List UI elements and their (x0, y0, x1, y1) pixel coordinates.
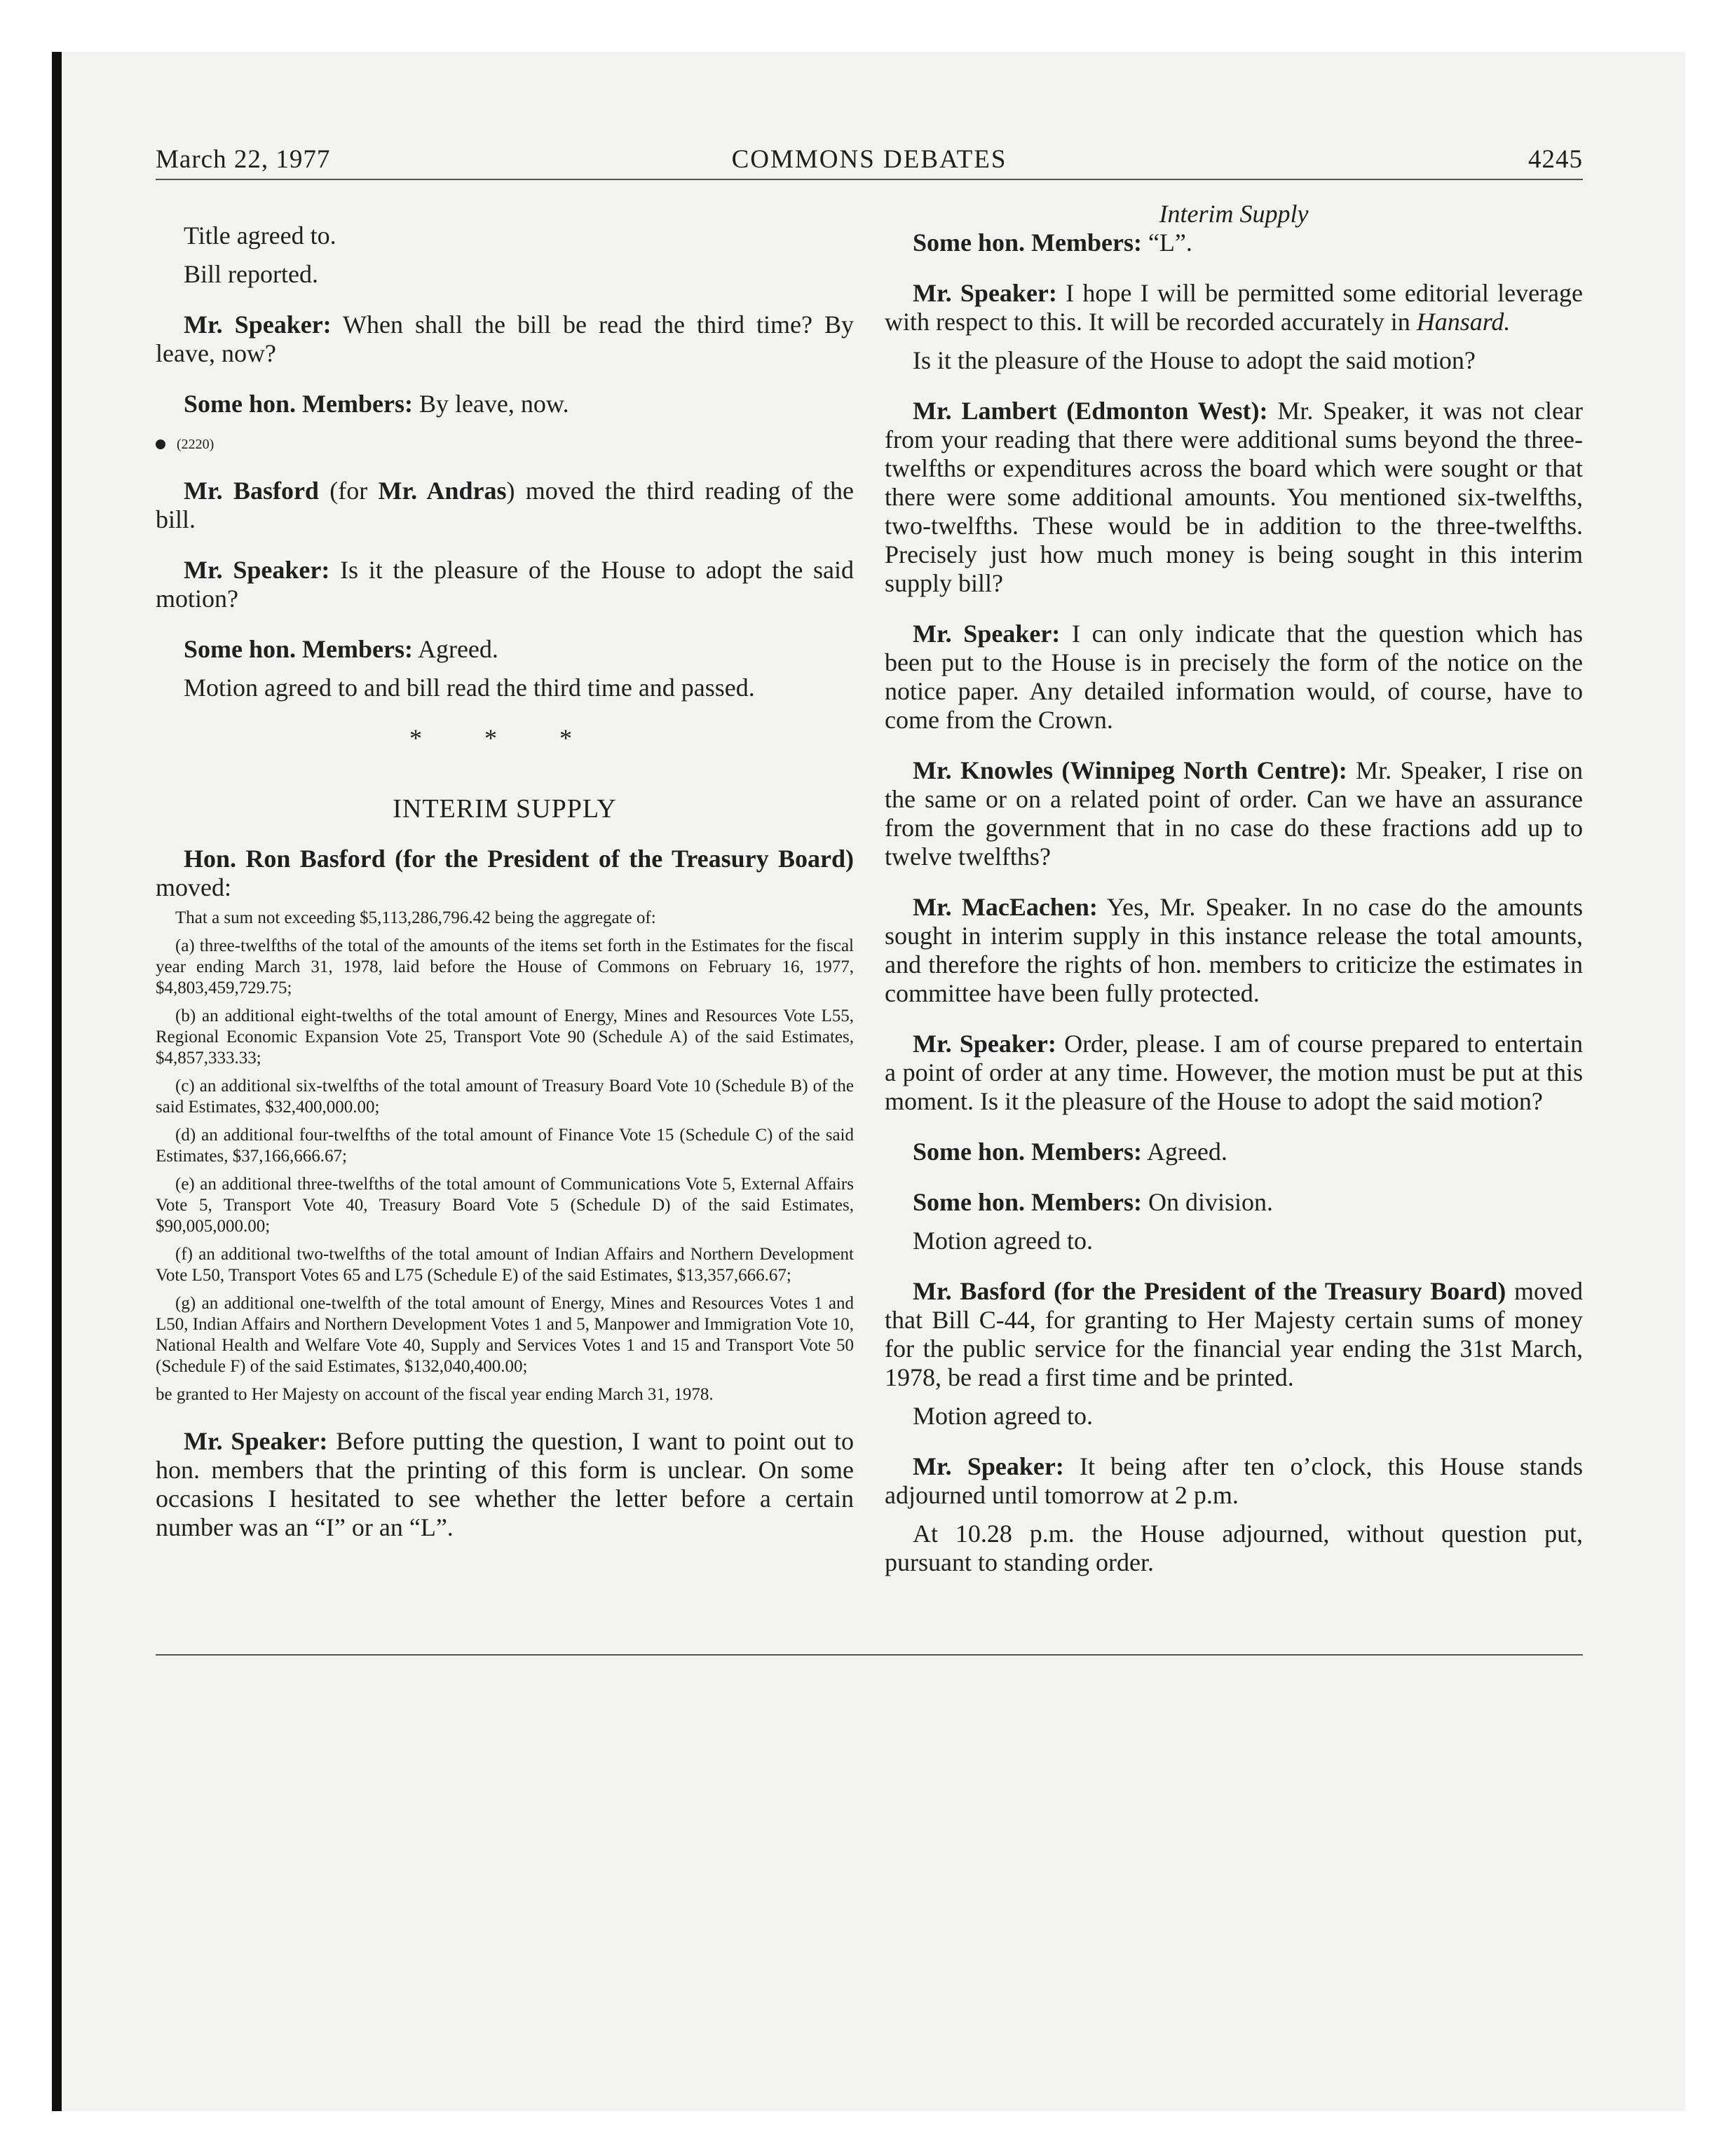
speech (885, 893, 1583, 1008)
paragraph (156, 674, 854, 702)
speech-text: Yes, Mr. Speaker. In no case do the amounts sought in interim supply in this instance release the total amounts, and therefore the rights of hon. members to criticize the estimates in committee have been fully protected. (885, 893, 1583, 1007)
right-column (885, 200, 1583, 1577)
speaker-name: Mr. Speaker: (913, 620, 1061, 648)
section-separator: * * * (409, 724, 600, 752)
speech (156, 390, 854, 418)
speaker-name: Mr. MacEachen: (913, 893, 1098, 921)
speaker-name: Mr. Knowles (Winnipeg North Centre): (913, 756, 1347, 784)
speech-text: When shall the bill be read the third time? By leave, now? (156, 311, 855, 367)
speech-text: “L”. (1141, 228, 1192, 257)
speech-text: On division. (1141, 1188, 1273, 1216)
speech-text: Mr. Speaker, I rise on the same or on a related point of order. Can we have an assurance from the government that in no case do these fractions add up to twelve twelfths? (885, 756, 1583, 871)
paragraph-text: Motion agreed to and bill read the third time and passed. (184, 674, 755, 702)
speech (885, 1030, 1583, 1116)
time-marker-text: (2220) (177, 437, 215, 452)
paragraph-text: Title agreed to. (184, 221, 336, 250)
speech (156, 477, 854, 534)
speaker-name: Mr. Basford (for the President of the Treasury Board) (913, 1277, 1506, 1305)
speaker-name: Mr. Speaker: (913, 1452, 1064, 1480)
speech-text: Order, please. I am of course prepared to entertain a point of order at any time. However, the motion must be put at this moment. Is it the pleasure of the House to adopt the said motion? (885, 1030, 1584, 1115)
speaker-name: Mr. Speaker: (913, 279, 1057, 307)
motion-line: (a) three-twelfths of the total of the amounts of the items set forth in the Estimates for the fiscal year ending March 31, 1978, laid before the House of Commons on February 16, 1977, $4,803,459,729.75; (156, 936, 854, 997)
speaker-name: Some hon. Members: (184, 390, 413, 418)
motion-line: (e) an additional three-twelfths of the total amount of Communications Vote 5, External Affairs Vote 5, Transport Vote 40, Treasury Board Vote 5 (Schedule D) of the said Estimates, $90,005,000.00; (156, 1175, 854, 1236)
motion-line: (d) an additional four-twelfths of the total amount of Finance Vote 15 (Schedule C) of the said Estimates, $37,166,666.67; (156, 1126, 854, 1166)
speech-text: (for (318, 477, 379, 505)
speech (156, 311, 854, 368)
speaker-name: Some hon. Members: (913, 1138, 1142, 1166)
motion-line: (b) an additional eight-twelths of the total amount of Energy, Mines and Resources Vote L55, Regional Economic Expansion Vote 25, Transport Vote 90 (Schedule A) of the said Estimates, $4,857,333.33; (156, 1007, 854, 1067)
speech-text: By leave, now. (412, 390, 569, 418)
paragraph-text: At 10.28 p.m. the House adjourned, without question put, pursuant to standing order. (885, 1520, 1583, 1576)
speech-text: It being after ten o’clock, this House stands adjourned until tomorrow at 2 p.m. (885, 1452, 1583, 1509)
speaker-name: Some hon. Members: (913, 228, 1142, 257)
speaker-name: Mr. Speaker: (184, 311, 332, 339)
bullet-icon (156, 439, 165, 449)
motion-heading (156, 845, 854, 902)
speech (885, 1138, 1583, 1166)
motion-line: be granted to Her Majesty on account of the fiscal year ending March 31, 1978. (156, 1385, 714, 1404)
paragraph (885, 1227, 1583, 1255)
section-running-title: Interim Supply (1159, 200, 1309, 228)
speaker-name: Mr. Speaker: (184, 1427, 328, 1455)
speech-text-italic: Hansard. (1416, 308, 1511, 336)
speech-text: Is it the pleasure of the House to adopt the said motion? (156, 556, 855, 613)
speaker-name: Mr. Andras (378, 477, 507, 505)
motion-line: (c) an additional six-twelfths of the total amount of Treasury Board Vote 10 (Schedule B) of the said Estimates, $32,400,000.00; (156, 1077, 854, 1117)
paragraph-text: Bill reported. (184, 260, 318, 288)
paragraph-text: Motion agreed to. (913, 1227, 1093, 1255)
speech-text: Agreed. (1141, 1138, 1227, 1166)
speech-text: ) moved the third reading of the bill. (156, 477, 855, 533)
speaker-name: Mr. Basford (184, 477, 319, 505)
speech (885, 620, 1583, 735)
footer-rule (156, 1654, 1583, 1656)
speaker-name: Mr. Speaker: (184, 556, 330, 584)
running-head (156, 144, 1583, 181)
motion-line: (f) an additional two-twelfths of the total amount of Indian Affairs and Northern Development Vote L50, Transport Votes 65 and L75 (Schedule E) of the said Estimates, $13,357,666.67; (156, 1245, 854, 1285)
speaker-name: Mr. Lambert (Edmonton West): (913, 397, 1268, 425)
header-journal-title: COMMONS DEBATES (731, 145, 1007, 174)
paragraph (885, 1520, 1583, 1577)
scan-edge-shadow (52, 52, 62, 2111)
speech-text: Agreed. (412, 635, 498, 663)
paragraph (156, 221, 854, 250)
left-column (156, 200, 854, 1542)
speaker-name: Some hon. Members: (913, 1188, 1142, 1216)
paragraph-text: Is it the pleasure of the House to adopt the said motion? (913, 346, 1476, 374)
speech (156, 1427, 854, 1542)
speech (156, 635, 854, 664)
header-page-number: 4245 (1528, 145, 1583, 174)
speech (885, 1277, 1583, 1392)
paragraph (885, 1402, 1583, 1431)
speech-text: Before putting the question, I want to point out to hon. members that the printing of this form is unclear. On some occasions I hesitated to see whether the letter before a certain number was an “I” or an “L”. (156, 1427, 855, 1541)
speaker-name: Some hon. Members: (184, 635, 413, 663)
time-marker (156, 434, 854, 455)
speech (885, 279, 1583, 336)
speech (885, 228, 1583, 257)
motion-line: That a sum not exceeding $5,113,286,796.42 being the aggregate of: (175, 908, 656, 927)
speech-text: I can only indicate that the question which has been put to the House is in precisely the form of the notice on the notice paper. Any detailed information would, of course, have to come from the Crown. (885, 620, 1583, 734)
paragraph (885, 346, 1583, 375)
speech-text: I hope I will be permitted some editorial leverage with respect to this. It will be recorded accurately in (885, 279, 1583, 336)
paragraph (156, 260, 854, 289)
speech-text: moved that Bill C-44, for granting to Her Majesty certain sums of money for the public service for the financial year ending the 31st March, 1978, be read a first time and be printed. (885, 1277, 1583, 1391)
header-date: March 22, 1977 (156, 145, 331, 174)
speech-text: Mr. Speaker, it was not clear from your reading that there were additional sums beyond the three-twelfths or expenditures across the board which were sought or that there were some additional amounts. You mentioned six-twelfths, two-twelfths. These would be in addition to the three-twelfths. Precisely just how much money is being sought in this interim supply bill? (885, 397, 1584, 597)
motion-text (156, 908, 854, 1405)
motion-verb: moved: (156, 873, 231, 901)
speech (885, 397, 1583, 598)
speech (885, 1188, 1583, 1217)
paragraph-text: Motion agreed to. (913, 1402, 1093, 1430)
speaker-name: Hon. Ron Basford (for the President of the Treasury Board) (184, 845, 854, 873)
speech (156, 556, 854, 613)
motion-line: (g) an additional one-twelfth of the total amount of Energy, Mines and Resources Votes 1 and L50, Indian Affairs and Northern Development Votes 1 and 5, Manpower and Immigration Vote 10, National Health and Welfare Vote 40, Supply and Services Votes 1 and 15 and Transport Vote 50 (Schedule F) of the said Estimates, $132,040,400.00; (156, 1294, 854, 1376)
header-rule (156, 179, 1583, 180)
speech (885, 1452, 1583, 1510)
speaker-name: Mr. Speaker: (913, 1030, 1056, 1058)
section-title: INTERIM SUPPLY (393, 794, 617, 824)
speech (885, 756, 1583, 871)
